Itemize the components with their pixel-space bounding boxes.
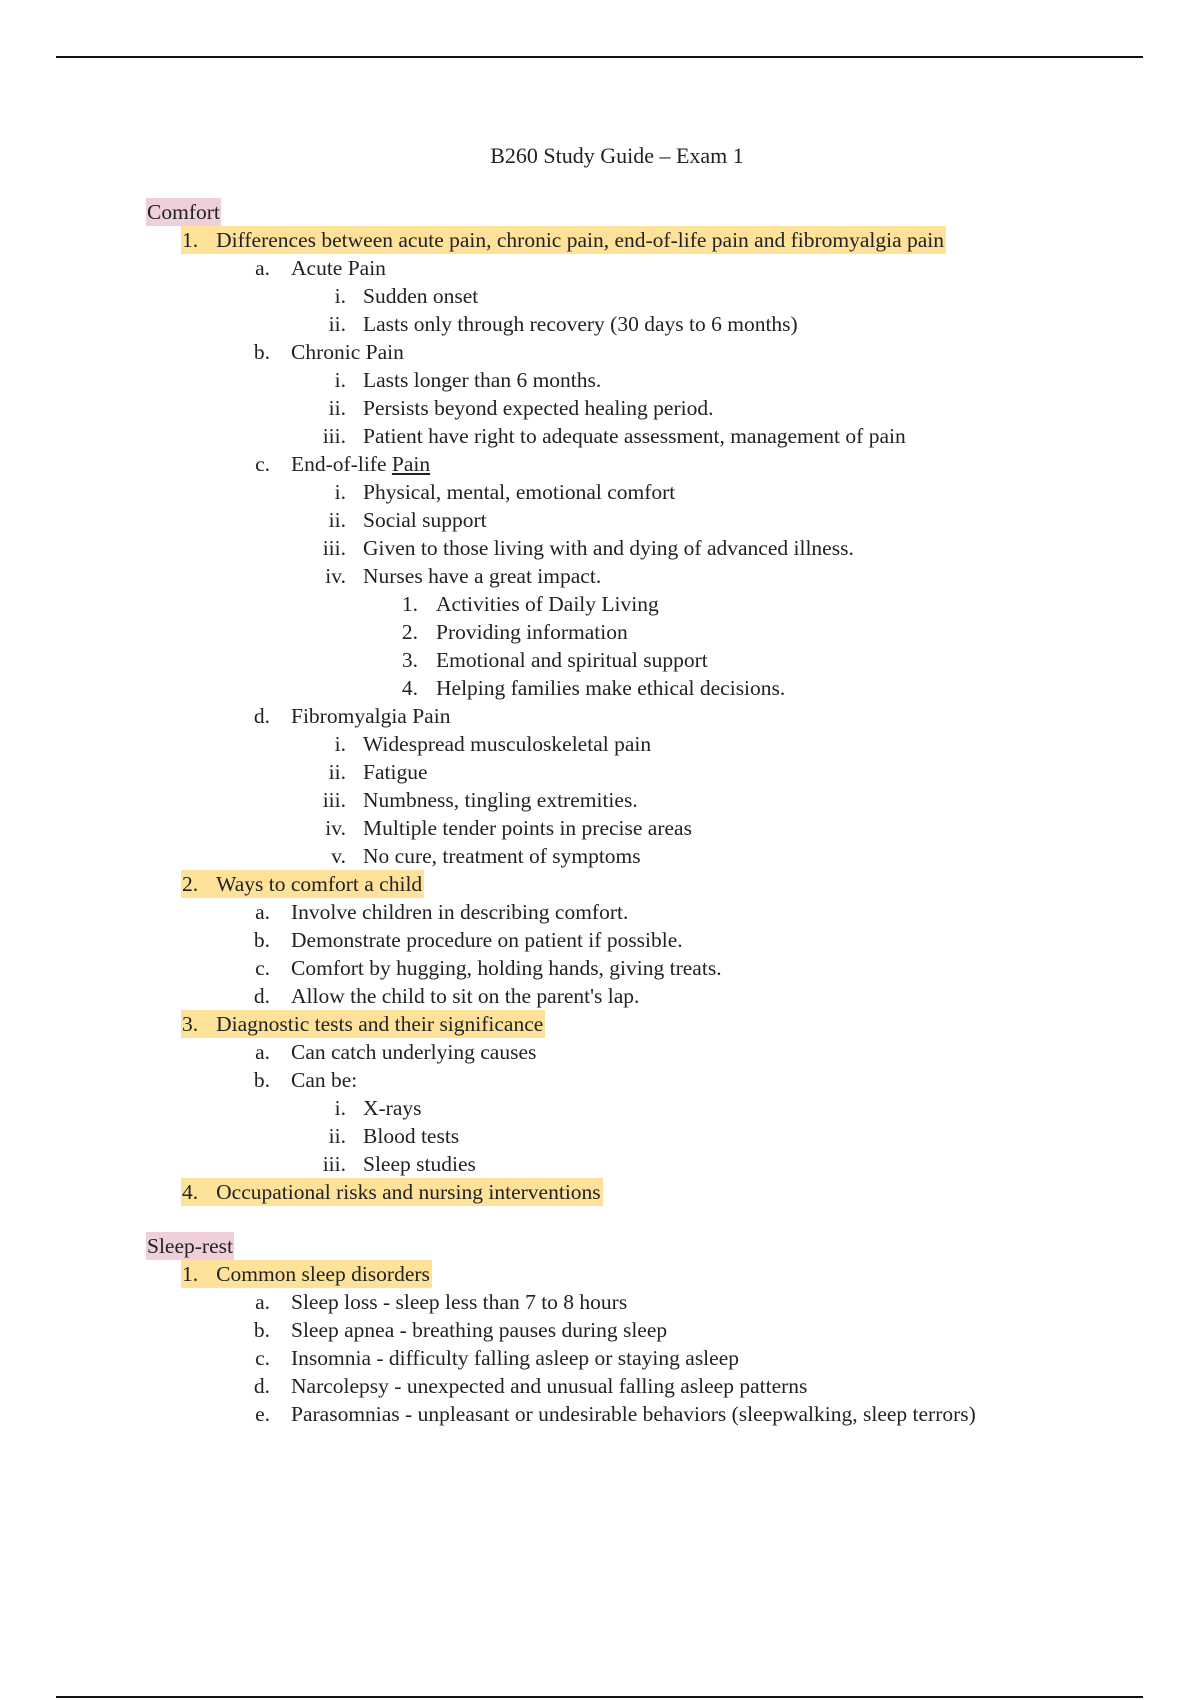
list-item: a. Involve children in describing comfort. xyxy=(255,900,629,924)
list-item: iv. Nurses have a great impact. xyxy=(325,564,602,588)
list-item: 3. Emotional and spiritual support xyxy=(401,648,708,672)
section-spacer xyxy=(0,1206,1200,1232)
section-heading-comfort: Comfort xyxy=(147,200,220,224)
list-item: e. Parasomnias - unpleasant or undesirable behaviors (sleepwalking, sleep terrors) xyxy=(255,1402,976,1426)
list-item: d. Narcolepsy - unexpected and unusual falling asleep patterns xyxy=(253,1374,808,1398)
section-heading-sleep-rest: Sleep-rest xyxy=(147,1234,233,1258)
list-item: iii. Patient have right to adequate assessment, management of pain xyxy=(322,424,906,448)
list-item: ii. Lasts only through recovery (30 days to 6 months) xyxy=(328,312,798,336)
list-item: c. Comfort by hugging, holding hands, giving treats. xyxy=(255,956,722,980)
list-item: a. Sleep loss - sleep less than 7 to 8 hours xyxy=(255,1290,628,1314)
list-item: ii. Persists beyond expected healing period. xyxy=(328,396,714,420)
list-item: c. Insomnia - difficulty falling asleep or staying asleep xyxy=(255,1346,739,1370)
list-item: c. End-of-life Pain xyxy=(255,452,431,476)
question-item: 2. Ways to comfort a child xyxy=(182,872,423,896)
list-item: 1. Activities of Daily Living xyxy=(401,592,659,616)
list-item: iii. Given to those living with and dying of advanced illness. xyxy=(322,536,854,560)
list-item: ii. Blood tests xyxy=(328,1124,460,1148)
list-item: ii. Fatigue xyxy=(328,760,428,784)
underlined-word: Pain xyxy=(391,452,431,476)
document-title: B260 Study Guide – Exam 1 xyxy=(490,143,744,168)
list-item: i. X-rays xyxy=(334,1096,422,1120)
question-item: 3. Diagnostic tests and their significance xyxy=(182,1012,544,1036)
question-item: 1. Differences between acute pain, chronic pain, end-of-life pain and fibromyalgia pain xyxy=(182,228,945,252)
top-rule xyxy=(56,56,1143,58)
list-item: iv. Multiple tender points in precise areas xyxy=(325,816,692,840)
study-guide-outline xyxy=(0,198,1200,1428)
list-item: v. No cure, treatment of symptoms xyxy=(331,844,641,868)
list-item: b. Sleep apnea - breathing pauses during sleep xyxy=(253,1318,668,1342)
list-item: i. Physical, mental, emotional comfort xyxy=(334,480,676,504)
list-item: a. Can catch underlying causes xyxy=(255,1040,537,1064)
list-item: b. Chronic Pain xyxy=(253,340,404,364)
question-item: 1. Common sleep disorders xyxy=(182,1262,430,1286)
list-item: i. Lasts longer than 6 months. xyxy=(334,368,602,392)
list-item: 4. Helping families make ethical decisions. xyxy=(401,676,786,700)
list-item: d. Allow the child to sit on the parent's lap. xyxy=(253,984,640,1008)
list-item: ii. Social support xyxy=(328,508,487,532)
list-item: iii. Numbness, tingling extremities. xyxy=(322,788,638,812)
list-item: b. Can be: xyxy=(253,1068,358,1092)
bottom-rule xyxy=(56,1696,1143,1698)
list-item: i. Sudden onset xyxy=(334,284,479,308)
list-item: b. Demonstrate procedure on patient if possible. xyxy=(253,928,683,952)
list-item: iii. Sleep studies xyxy=(322,1152,476,1176)
list-item: 2. Providing information xyxy=(401,620,628,644)
list-item: i. Widespread musculoskeletal pain xyxy=(334,732,652,756)
question-item: 4. Occupational risks and nursing interventions xyxy=(182,1180,601,1204)
list-item: a. Acute Pain xyxy=(255,256,386,280)
list-item: d. Fibromyalgia Pain xyxy=(253,704,451,728)
